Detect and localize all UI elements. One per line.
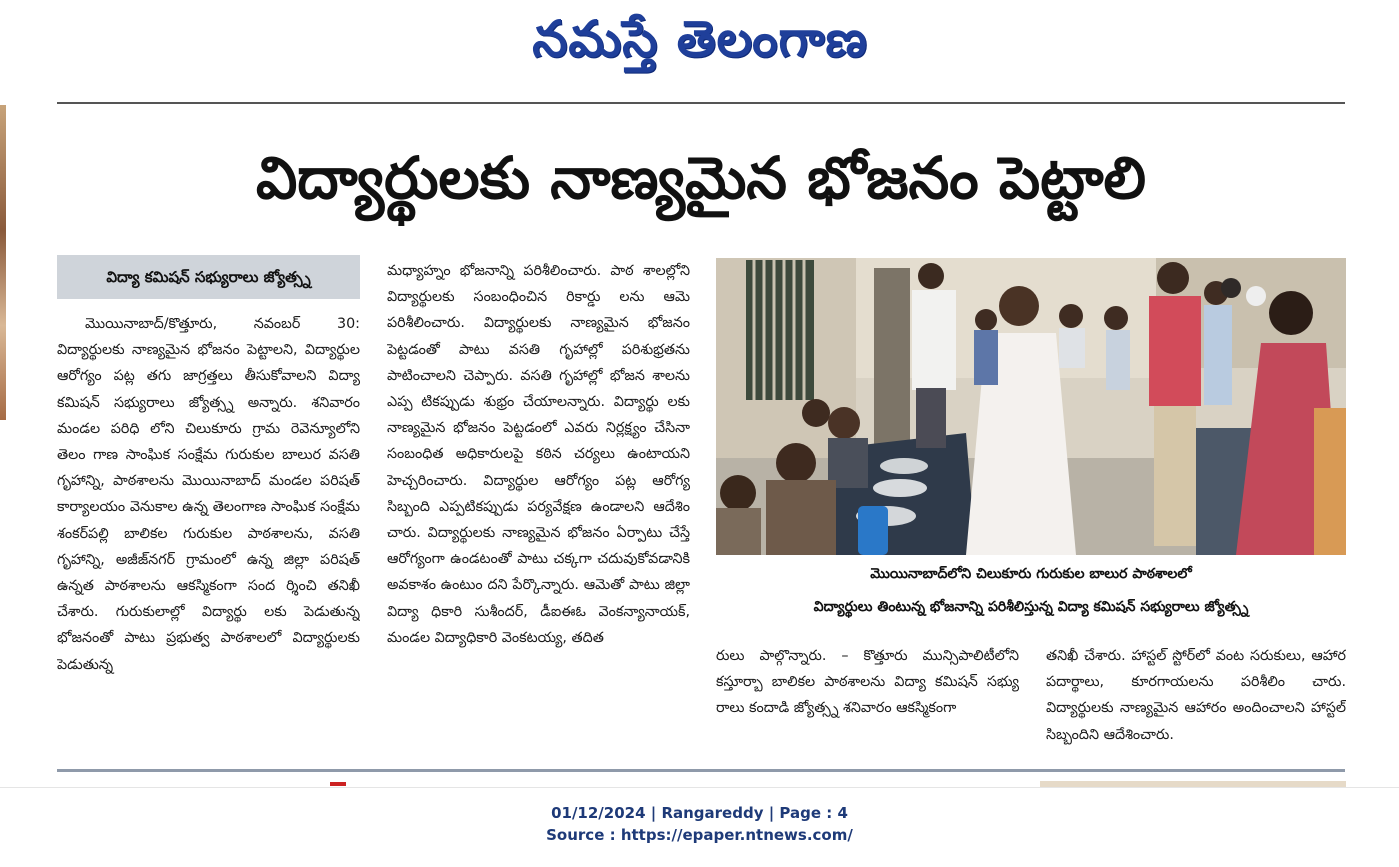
- photo-caption-line-1: మొయినాబాద్‌లోని చిలుకూరు గురుకుల బాలుర పాఠశాలలో: [870, 566, 1192, 582]
- dining-hall-photo: [716, 258, 1346, 555]
- masthead-logo: నమస్తే తెలంగాణ: [532, 10, 868, 68]
- byline-box: విద్యా కమిషన్ సభ్యురాలు జ్యోత్స్న: [57, 255, 360, 299]
- article-column-3: రులు పాల్గొన్నారు. – కొత్తూరు మున్సిపాలిటీలోని కస్తూర్బా బాలికల పాఠశాలను విద్యా కమిషన్ సభ్యు రాలు కందాడి జ్యోత్స్న శనివారం ఆకస్మికంగా: [716, 648, 1019, 717]
- footer-source-link[interactable]: Source : https://epaper.ntnews.com/: [546, 826, 853, 844]
- bottom-rule: [57, 769, 1345, 772]
- article-photo: [716, 258, 1346, 555]
- photo-caption: [716, 558, 1346, 628]
- photo-caption-line-2: విద్యార్థులు తింటున్న భోజనాన్ని పరిశీలిస్తున్న విద్యా కమిషన్ సభ్యురాలు జ్యోత్స్న: [813, 599, 1249, 615]
- red-marker: [330, 782, 346, 786]
- top-rule: [57, 102, 1345, 104]
- article-column-1: మొయినాబాద్/కొత్తూరు, నవంబర్ 30: విద్యార్థులకు నాణ్యమైన భోజనం పెట్టాలని, విద్యార్థుల ఆరోగ్యం పట్ల తగు జాగ్రత్తలు తీసుకోవాలని విద్యా కమిషన్ సభ్యురాలు జ్యోత్స్న అన్నారు. శనివారం మండల పరిధి లోని చిలుకూరు గ్రామ రెవెన్యూలోని తెలం గాణ సాంఘిక సంక్షేమ గురుకుల బాలుర వసతి గృహాన్ని, పాఠశాలను మొయినాబాద్ మండల పరిషత్ కార్యాలయం వెనుకాల ఉన్న తెలంగాణ సాంఘిక సంక్షేమ శంకర్‌పల్లి బాలికల గురుకుల పాఠశాలను, వసతి గృహాన్ని, అజీజ్‌నగర్ గ్రామంలో ఉన్న జిల్లా పరిషత్ ఉన్నత పాఠశాలను ఆకస్మికంగా సంద ర్శించి తనిఖీ చేశారు. గురుకులాల్లో విద్యార్థు లకు పెడుతున్న భోజనంతో పాటు ప్రభుత్వ పాఠశాలలో విద్యార్థులకు పెడుతున్న: [57, 316, 360, 673]
- article-column-4: తనిఖీ చేశారు. హాస్టల్ స్టోర్‌లో వంట సరుకులు, ఆహార పదార్థాలు, కూరగాయలను పరిశీలిం చారు. విద్యార్థులకు నాణ్యమైన ఆహారం అందించాలని హాస్టల్ సిబ్బందిని ఆదేశించారు.: [1046, 648, 1346, 743]
- article-headline: విద్యార్థులకు నాణ్యమైన భోజనం పెట్టాలి: [255, 144, 1147, 212]
- footer-edition-info: 01/12/2024 | Rangareddy | Page : 4: [551, 804, 848, 822]
- article-column-2: మధ్యాహ్నం భోజనాన్ని పరిశీలించారు. పాఠ శాలల్లోని విద్యార్థులకు సంబంధించిన రికార్డు లను ఆమె పరిశీలించారు. విద్యార్థులకు నాణ్యమైన భోజనం పెట్టడంతో పాటు వసతి గృహాల్లో పరిశుభ్రతను పాటించాలని చెప్పారు. వసతి గృహాల్లో భోజన శాలను ఎప్ప టికప్పుడు శుభ్రం చేయాలన్నారు. విద్యార్థు లకు నాణ్యమైన భోజనం పెట్టడంలో ఎవరు నిర్లక్ష్యం చేసినా సంబంధిత అధికారులపై కఠిన చర్యలు ఉంటాయని హెచ్చరించారు. విద్యార్థుల ఆరోగ్యం పట్ల ఆరోగ్య సిబ్బంది ఎప్పటికప్పుడు పర్యవేక్షణ ఉండాలని ఆదేశిం చారు. విద్యార్థులకు నాణ్యమైన భోజనం ఏర్పాటు చేస్తే ఆరోగ్యంగా ఉండటంతో పాటు చక్కగా చదువుకోవడానికి అవకాశం ఉంటుం దని పేర్కొన్నారు. ఆమెతో పాటు జిల్లా విద్యా ధికారి సుశీందర్, డీఐఈఓ వెంకన్యానాయక్, మండల విద్యాధికారి వెంకటయ్య, తదిత: [387, 263, 690, 646]
- adjacent-photo-edge: [0, 105, 6, 420]
